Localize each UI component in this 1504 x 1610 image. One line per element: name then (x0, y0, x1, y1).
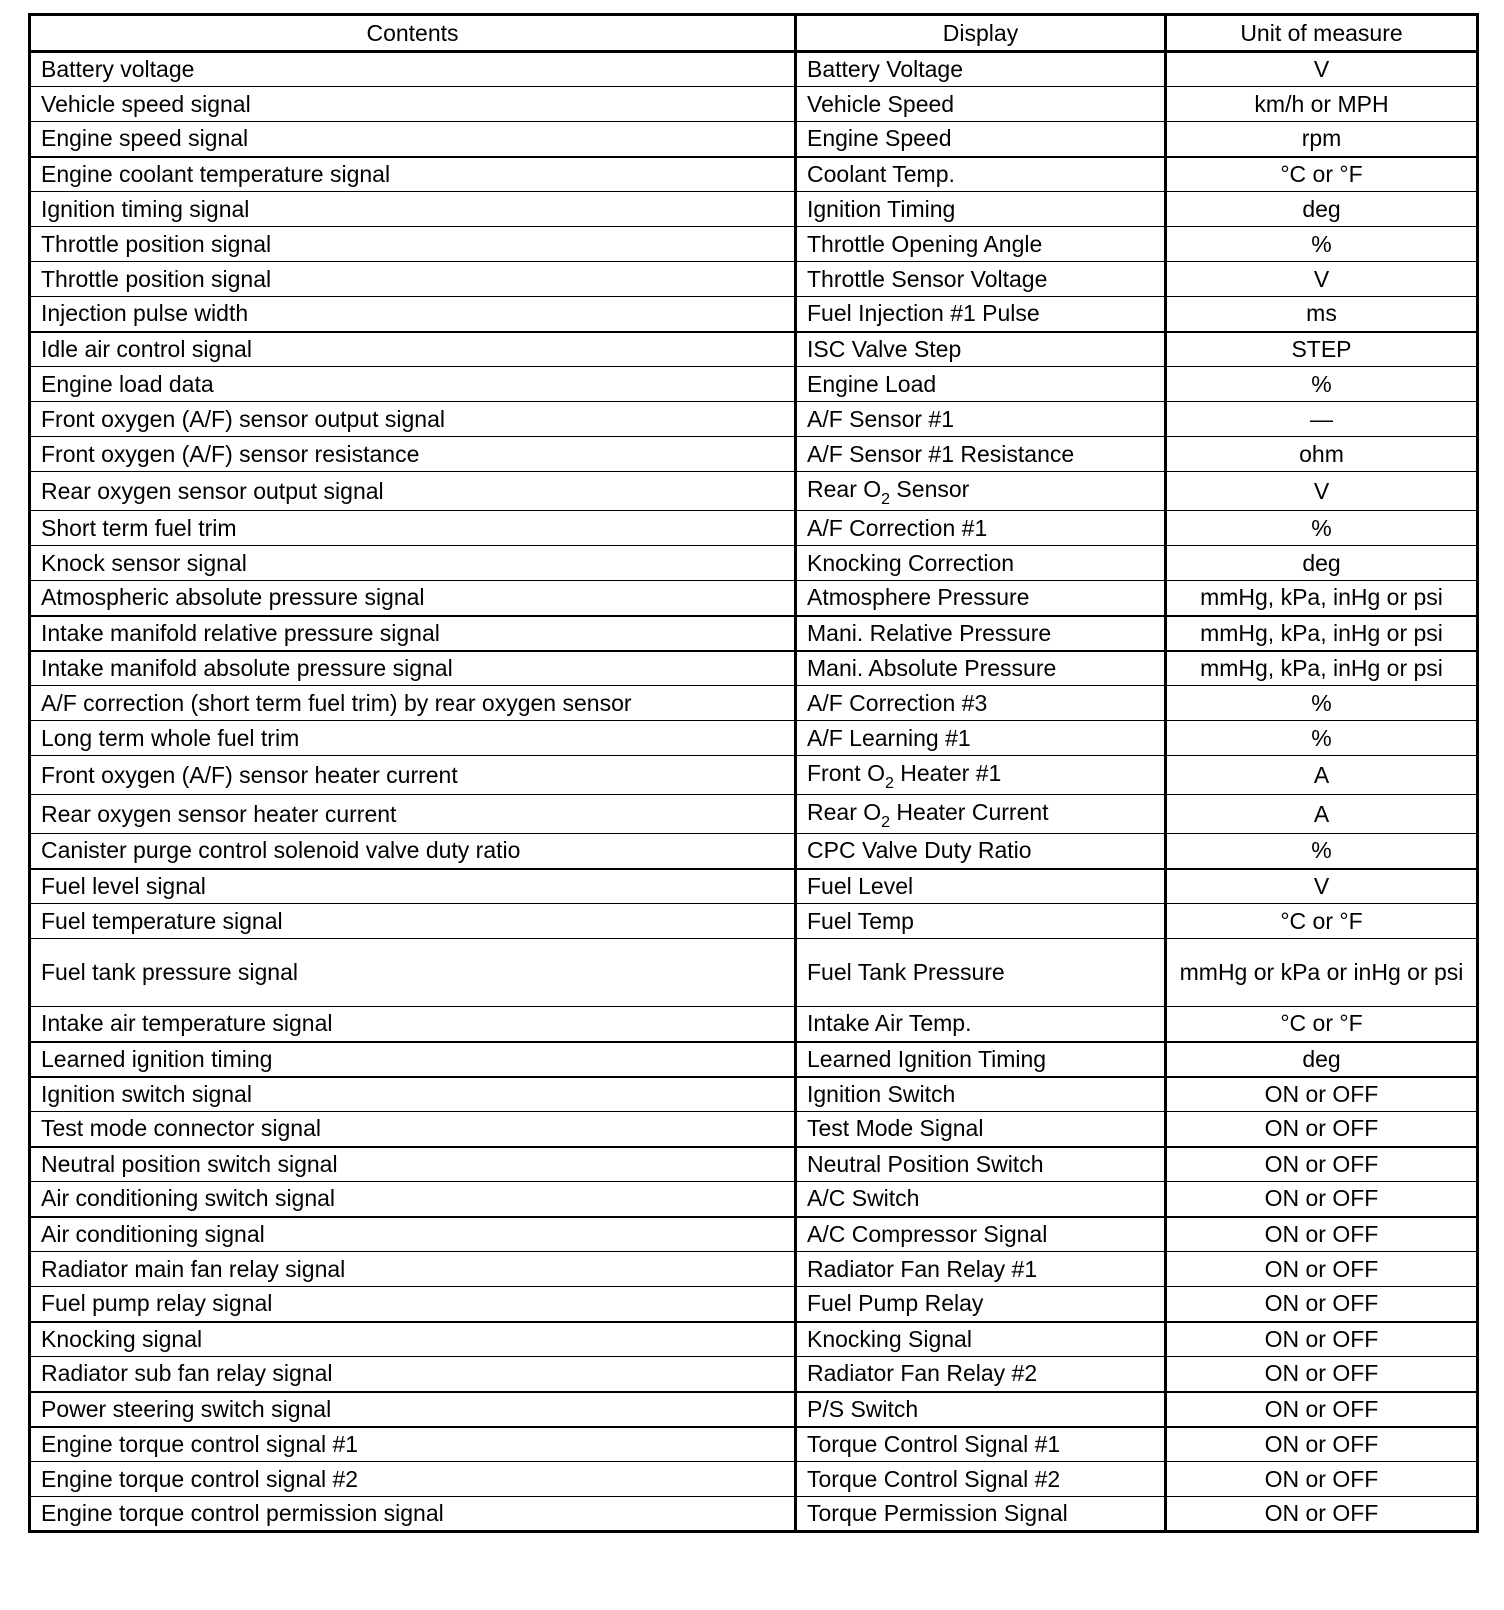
cell-unit: ON or OFF (1166, 1182, 1478, 1217)
display-subscript: 2 (881, 491, 891, 508)
cell-contents: Throttle position signal (30, 262, 796, 297)
cell-unit: ON or OFF (1166, 1217, 1478, 1252)
cell-display: Mani. Relative Pressure (796, 616, 1166, 651)
table-row (30, 581, 1478, 616)
cell-display (796, 795, 1166, 834)
cell-unit: deg (1166, 1042, 1478, 1077)
cell-contents: Air conditioning signal (30, 1217, 796, 1252)
cell-unit: % (1166, 721, 1478, 756)
table-row (30, 192, 1478, 227)
cell-contents: Engine torque control permission signal (30, 1497, 796, 1532)
cell-display: Vehicle Speed (796, 87, 1166, 122)
cell-contents: Long term whole fuel trim (30, 721, 796, 756)
cell-display: A/F Sensor #1 Resistance (796, 437, 1166, 472)
cell-display: Intake Air Temp. (796, 1007, 1166, 1042)
table-row (30, 795, 1478, 834)
cell-contents: Vehicle speed signal (30, 87, 796, 122)
cell-display: Knocking Signal (796, 1322, 1166, 1357)
cell-contents: Radiator sub fan relay signal (30, 1357, 796, 1392)
cell-contents: Canister purge control solenoid valve duty ratio (30, 834, 796, 869)
cell-unit: ON or OFF (1166, 1322, 1478, 1357)
cell-display: Mani. Absolute Pressure (796, 651, 1166, 686)
cell-display: CPC Valve Duty Ratio (796, 834, 1166, 869)
table-row (30, 1287, 1478, 1322)
cell-contents: Fuel pump relay signal (30, 1287, 796, 1322)
cell-contents: Engine speed signal (30, 122, 796, 157)
cell-contents: Engine coolant temperature signal (30, 157, 796, 192)
cell-display: Atmosphere Pressure (796, 581, 1166, 616)
cell-contents: Short term fuel trim (30, 511, 796, 546)
cell-unit: °C or °F (1166, 904, 1478, 939)
table-row (30, 297, 1478, 332)
cell-display: A/C Switch (796, 1182, 1166, 1217)
cell-unit: V (1166, 869, 1478, 904)
cell-contents: Fuel temperature signal (30, 904, 796, 939)
cell-unit: ON or OFF (1166, 1427, 1478, 1462)
display-text: Heater Current (890, 799, 1049, 825)
table-row (30, 686, 1478, 721)
table-row (30, 122, 1478, 157)
table-row (30, 1077, 1478, 1112)
cell-display: A/C Compressor Signal (796, 1217, 1166, 1252)
table-row (30, 1147, 1478, 1182)
cell-unit: % (1166, 686, 1478, 721)
table-row (30, 869, 1478, 904)
cell-unit: A (1166, 756, 1478, 795)
table-row (30, 262, 1478, 297)
cell-contents: Front oxygen (A/F) sensor resistance (30, 437, 796, 472)
cell-unit: rpm (1166, 122, 1478, 157)
cell-contents: Fuel level signal (30, 869, 796, 904)
table-row (30, 1217, 1478, 1252)
display-subscript: 2 (881, 814, 891, 831)
cell-display: Radiator Fan Relay #1 (796, 1252, 1166, 1287)
cell-contents: Knocking signal (30, 1322, 796, 1357)
table-row (30, 437, 1478, 472)
cell-contents: Battery voltage (30, 52, 796, 87)
table-row (30, 1182, 1478, 1217)
cell-display: Test Mode Signal (796, 1112, 1166, 1147)
table-row (30, 332, 1478, 367)
table-header-row (30, 15, 1478, 52)
table-row (30, 157, 1478, 192)
cell-unit: ON or OFF (1166, 1252, 1478, 1287)
cell-unit: mmHg, kPa, inHg or psi (1166, 616, 1478, 651)
cell-contents: Intake manifold absolute pressure signal (30, 651, 796, 686)
cell-contents: Engine torque control signal #2 (30, 1462, 796, 1497)
cell-display: Neutral Position Switch (796, 1147, 1166, 1182)
cell-unit: ON or OFF (1166, 1497, 1478, 1532)
cell-display: A/F Sensor #1 (796, 402, 1166, 437)
cell-display: A/F Correction #1 (796, 511, 1166, 546)
table-row (30, 721, 1478, 756)
table-row (30, 756, 1478, 795)
cell-contents: Neutral position switch signal (30, 1147, 796, 1182)
cell-contents: Test mode connector signal (30, 1112, 796, 1147)
cell-display: Torque Control Signal #1 (796, 1427, 1166, 1462)
table-row (30, 939, 1478, 1007)
cell-unit: % (1166, 227, 1478, 262)
cell-contents: Radiator main fan relay signal (30, 1252, 796, 1287)
table-row (30, 511, 1478, 546)
cell-unit: ohm (1166, 437, 1478, 472)
table-row (30, 1462, 1478, 1497)
table-row (30, 52, 1478, 87)
table-row (30, 904, 1478, 939)
cell-display: Coolant Temp. (796, 157, 1166, 192)
cell-unit: V (1166, 262, 1478, 297)
cell-contents: Learned ignition timing (30, 1042, 796, 1077)
cell-unit: deg (1166, 192, 1478, 227)
display-text: Sensor (890, 476, 970, 502)
table-row (30, 1042, 1478, 1077)
cell-contents: Front oxygen (A/F) sensor output signal (30, 402, 796, 437)
cell-contents: Front oxygen (A/F) sensor heater current (30, 756, 796, 795)
table-row (30, 367, 1478, 402)
cell-unit: V (1166, 52, 1478, 87)
display-subscript: 2 (884, 775, 894, 792)
parameter-table (28, 13, 1479, 1533)
table-row (30, 1007, 1478, 1042)
cell-unit: ms (1166, 297, 1478, 332)
table-row (30, 1357, 1478, 1392)
cell-display: Fuel Temp (796, 904, 1166, 939)
cell-contents: Ignition switch signal (30, 1077, 796, 1112)
cell-unit: ON or OFF (1166, 1287, 1478, 1322)
cell-unit: mmHg, kPa, inHg or psi (1166, 651, 1478, 686)
cell-unit: mmHg or kPa or inHg or psi (1166, 939, 1478, 1007)
table-row (30, 1322, 1478, 1357)
cell-display: Ignition Switch (796, 1077, 1166, 1112)
cell-unit: °C or °F (1166, 1007, 1478, 1042)
table-row (30, 1112, 1478, 1147)
cell-contents: Fuel tank pressure signal (30, 939, 796, 1007)
cell-unit: km/h or MPH (1166, 87, 1478, 122)
cell-unit: ON or OFF (1166, 1077, 1478, 1112)
table-row (30, 1427, 1478, 1462)
display-text: Front O (807, 760, 885, 786)
cell-contents: Intake manifold relative pressure signal (30, 616, 796, 651)
cell-unit: °C or °F (1166, 157, 1478, 192)
cell-unit: % (1166, 367, 1478, 402)
cell-unit: ON or OFF (1166, 1357, 1478, 1392)
cell-display: A/F Correction #3 (796, 686, 1166, 721)
cell-display: Fuel Pump Relay (796, 1287, 1166, 1322)
cell-contents: Rear oxygen sensor output signal (30, 472, 796, 511)
cell-contents: A/F correction (short term fuel trim) by rear oxygen sensor (30, 686, 796, 721)
cell-unit: mmHg, kPa, inHg or psi (1166, 581, 1478, 616)
cell-unit: deg (1166, 546, 1478, 581)
cell-unit: ON or OFF (1166, 1147, 1478, 1182)
cell-unit: V (1166, 472, 1478, 511)
header-unit: Unit of measure (1166, 15, 1478, 52)
cell-unit: ON or OFF (1166, 1112, 1478, 1147)
cell-display: P/S Switch (796, 1392, 1166, 1427)
cell-display: A/F Learning #1 (796, 721, 1166, 756)
cell-unit: STEP (1166, 332, 1478, 367)
display-text: Rear O (807, 799, 882, 825)
header-display: Display (796, 15, 1166, 52)
cell-contents: Atmospheric absolute pressure signal (30, 581, 796, 616)
display-text: Rear O (807, 476, 882, 502)
cell-display: Torque Control Signal #2 (796, 1462, 1166, 1497)
cell-unit: — (1166, 402, 1478, 437)
cell-display: Radiator Fan Relay #2 (796, 1357, 1166, 1392)
table-body (30, 52, 1478, 1532)
cell-unit: ON or OFF (1166, 1392, 1478, 1427)
cell-contents: Air conditioning switch signal (30, 1182, 796, 1217)
cell-unit: % (1166, 834, 1478, 869)
cell-unit: % (1166, 511, 1478, 546)
table-row (30, 616, 1478, 651)
table-row (30, 1392, 1478, 1427)
table-row (30, 227, 1478, 262)
cell-display: Fuel Injection #1 Pulse (796, 297, 1166, 332)
cell-contents: Intake air temperature signal (30, 1007, 796, 1042)
table-row (30, 87, 1478, 122)
cell-unit: ON or OFF (1166, 1462, 1478, 1497)
cell-contents: Power steering switch signal (30, 1392, 796, 1427)
cell-display: Fuel Tank Pressure (796, 939, 1166, 1007)
cell-display: Fuel Level (796, 869, 1166, 904)
table-row (30, 1497, 1478, 1532)
cell-contents: Engine load data (30, 367, 796, 402)
display-text: Heater #1 (893, 760, 1002, 786)
cell-contents: Engine torque control signal #1 (30, 1427, 796, 1462)
cell-display: Learned Ignition Timing (796, 1042, 1166, 1077)
cell-contents: Throttle position signal (30, 227, 796, 262)
cell-contents: Ignition timing signal (30, 192, 796, 227)
cell-contents: Knock sensor signal (30, 546, 796, 581)
cell-display: Knocking Correction (796, 546, 1166, 581)
table-row (30, 834, 1478, 869)
cell-contents: Rear oxygen sensor heater current (30, 795, 796, 834)
cell-display (796, 756, 1166, 795)
table-row (30, 402, 1478, 437)
cell-display: Engine Speed (796, 122, 1166, 157)
cell-display (796, 472, 1166, 511)
table-row (30, 651, 1478, 686)
cell-contents: Injection pulse width (30, 297, 796, 332)
cell-contents: Idle air control signal (30, 332, 796, 367)
cell-display: Battery Voltage (796, 52, 1166, 87)
table-row (30, 472, 1478, 511)
cell-unit: A (1166, 795, 1478, 834)
table-row (30, 1252, 1478, 1287)
cell-display: Throttle Opening Angle (796, 227, 1166, 262)
cell-display: Engine Load (796, 367, 1166, 402)
cell-display: Torque Permission Signal (796, 1497, 1166, 1532)
cell-display: Ignition Timing (796, 192, 1166, 227)
table-row (30, 546, 1478, 581)
cell-display: ISC Valve Step (796, 332, 1166, 367)
cell-display: Throttle Sensor Voltage (796, 262, 1166, 297)
header-contents: Contents (30, 15, 796, 52)
